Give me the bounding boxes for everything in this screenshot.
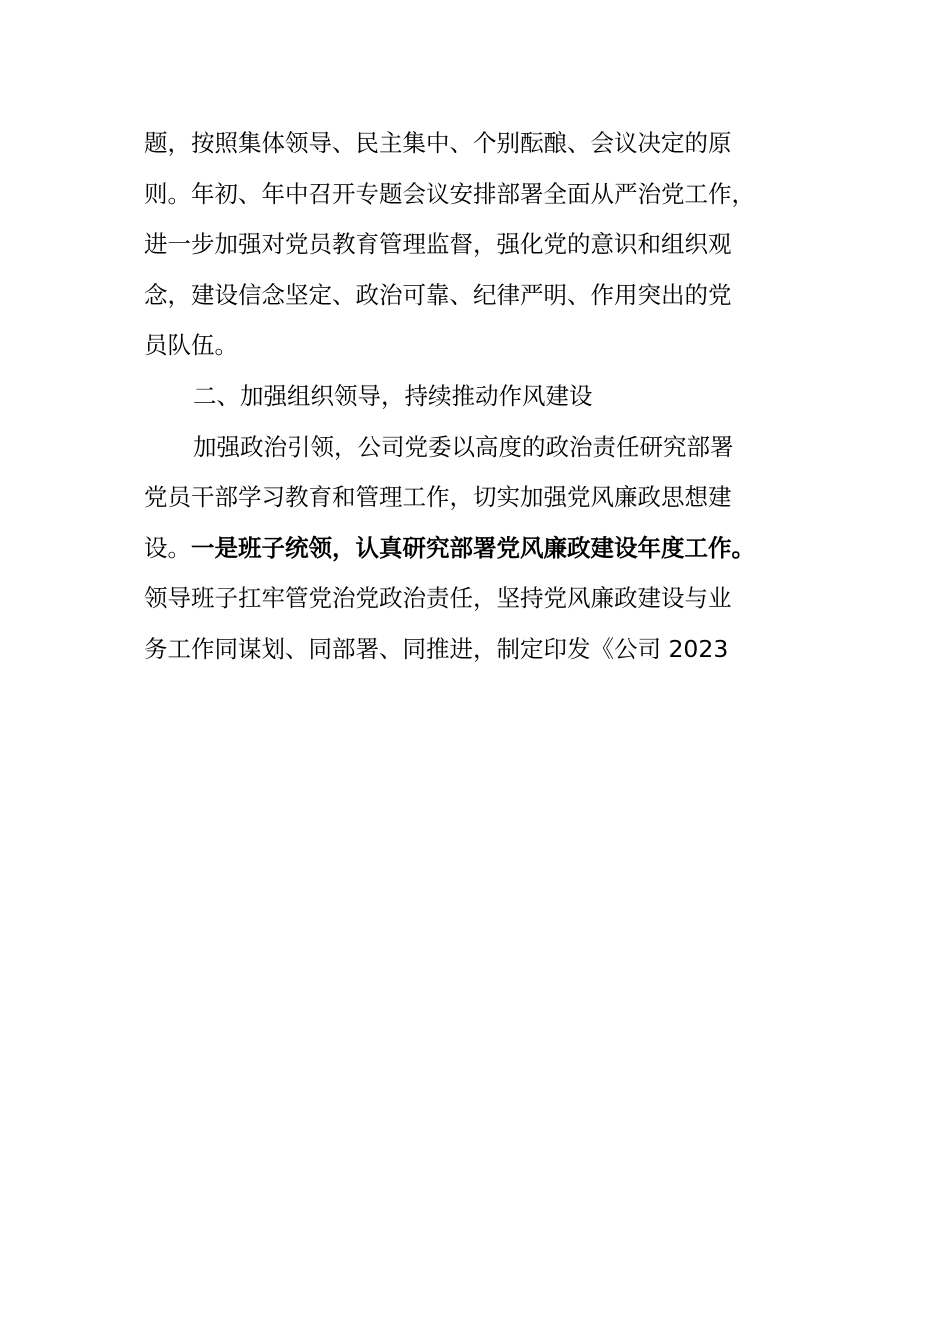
- paragraph-line: 加强政治引领，公司党委以高度的政治责任研究部署: [193, 432, 734, 461]
- paragraph-line: 则。年初、年中召开专题会议安排部署全面从严治党工作，: [144, 179, 755, 208]
- paragraph-line: 题，按照集体领导、民主集中、个别酝酿、会议决定的原: [144, 129, 732, 157]
- paragraph-line: 领导班子扛牢管党治党政治责任，坚持党风廉政建设与业: [144, 584, 732, 613]
- paragraph-line: 员队伍。: [144, 331, 238, 360]
- section-heading: 二、加强组织领导，持续推动作风建设: [193, 381, 593, 410]
- paragraph-line: 进一步加强对党员教育管理监督，强化党的意识和组织观: [144, 230, 732, 259]
- paragraph-line: 念，建设信念坚定、政治可靠、纪律严明、作用突出的党: [144, 280, 732, 309]
- paragraph-line-mixed: [144, 523, 814, 574]
- paragraph-line: 务工作同谋划、同部署、同推进，制定印发《公司 2023: [144, 634, 729, 663]
- paragraph-line: 党员干部学习教育和管理工作，切实加强党风廉政思想建: [144, 483, 732, 512]
- paragraph-line-prefix: 设。: [144, 533, 191, 562]
- body-text: [144, 118, 814, 675]
- bold-emphasis: 一是班子统领，认真研究部署党风廉政建设年度工作。: [191, 533, 755, 562]
